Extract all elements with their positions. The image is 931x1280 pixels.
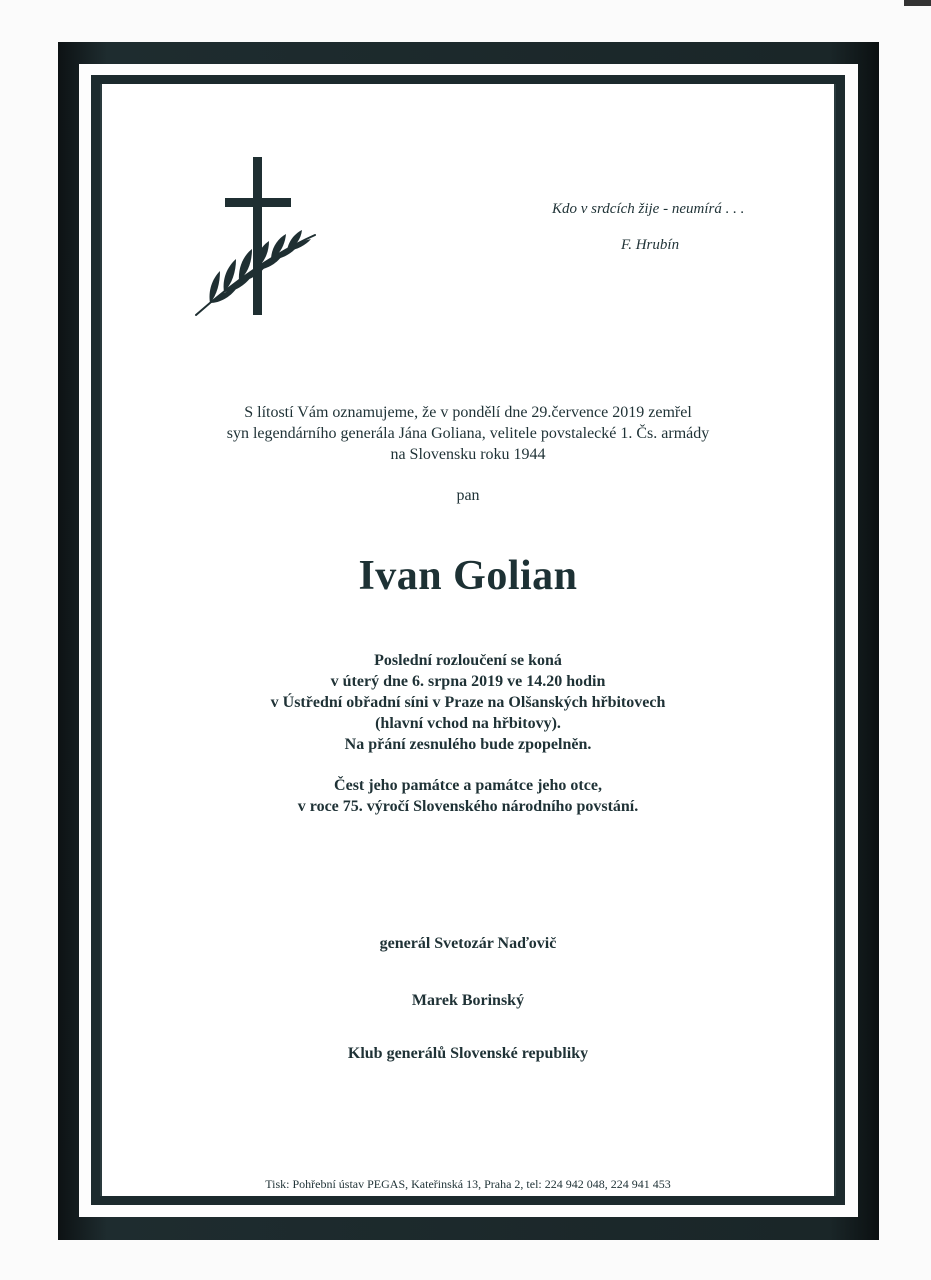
scan-edge-mark (904, 0, 931, 6)
tribute-line: v roce 75. výročí Slovenského národního povstání. (297, 798, 639, 815)
deceased-name: Ivan Golian (358, 553, 578, 599)
tribute-line: Čest jeho památce a památce jeho otce, (334, 777, 602, 794)
signatory: Klub generálů Slovenské republiky (347, 1045, 589, 1062)
printer-footer: Tisk: Pohřební ústav PEGAS, Kateřinská 13, Praha 2, tel: 224 942 048, 224 941 453 (265, 1177, 671, 1191)
epigraph (520, 200, 780, 254)
announcement-line: syn legendárního generála Jána Goliana, velitele povstalecké 1. Čs. armády (226, 425, 710, 442)
signatory: generál Svetozár Naďovič (379, 935, 557, 952)
epigraph-text: Kdo v srdcích žije - neumírá . . . (552, 201, 745, 217)
funeral-line: v úterý dne 6. srpna 2019 ve 14.20 hodin (330, 673, 606, 690)
tribute (150, 775, 786, 817)
signatory: Marek Borinský (411, 992, 525, 1009)
honorific: pan (456, 487, 480, 504)
funeral-line: (hlavní vchod na hřbitovy). (375, 715, 561, 732)
funeral-line: Poslední rozloučení se koná (374, 652, 562, 669)
death-announcement (150, 402, 786, 465)
epigraph-author: F. Hrubín (621, 237, 680, 253)
announcement-line: na Slovensku roku 1944 (390, 446, 546, 463)
funeral-details (150, 650, 786, 755)
announcement-line: S lítostí Vám oznamujeme, že v pondělí dne 29.července 2019 zemřel (244, 404, 692, 421)
funeral-line: Na přání zesnulého bude zpopelněn. (344, 736, 592, 753)
funeral-line: v Ústřední obřadní síni v Praze na Olšanských hřbitovech (270, 694, 666, 711)
cross-with-palm-branch-icon (190, 155, 322, 323)
